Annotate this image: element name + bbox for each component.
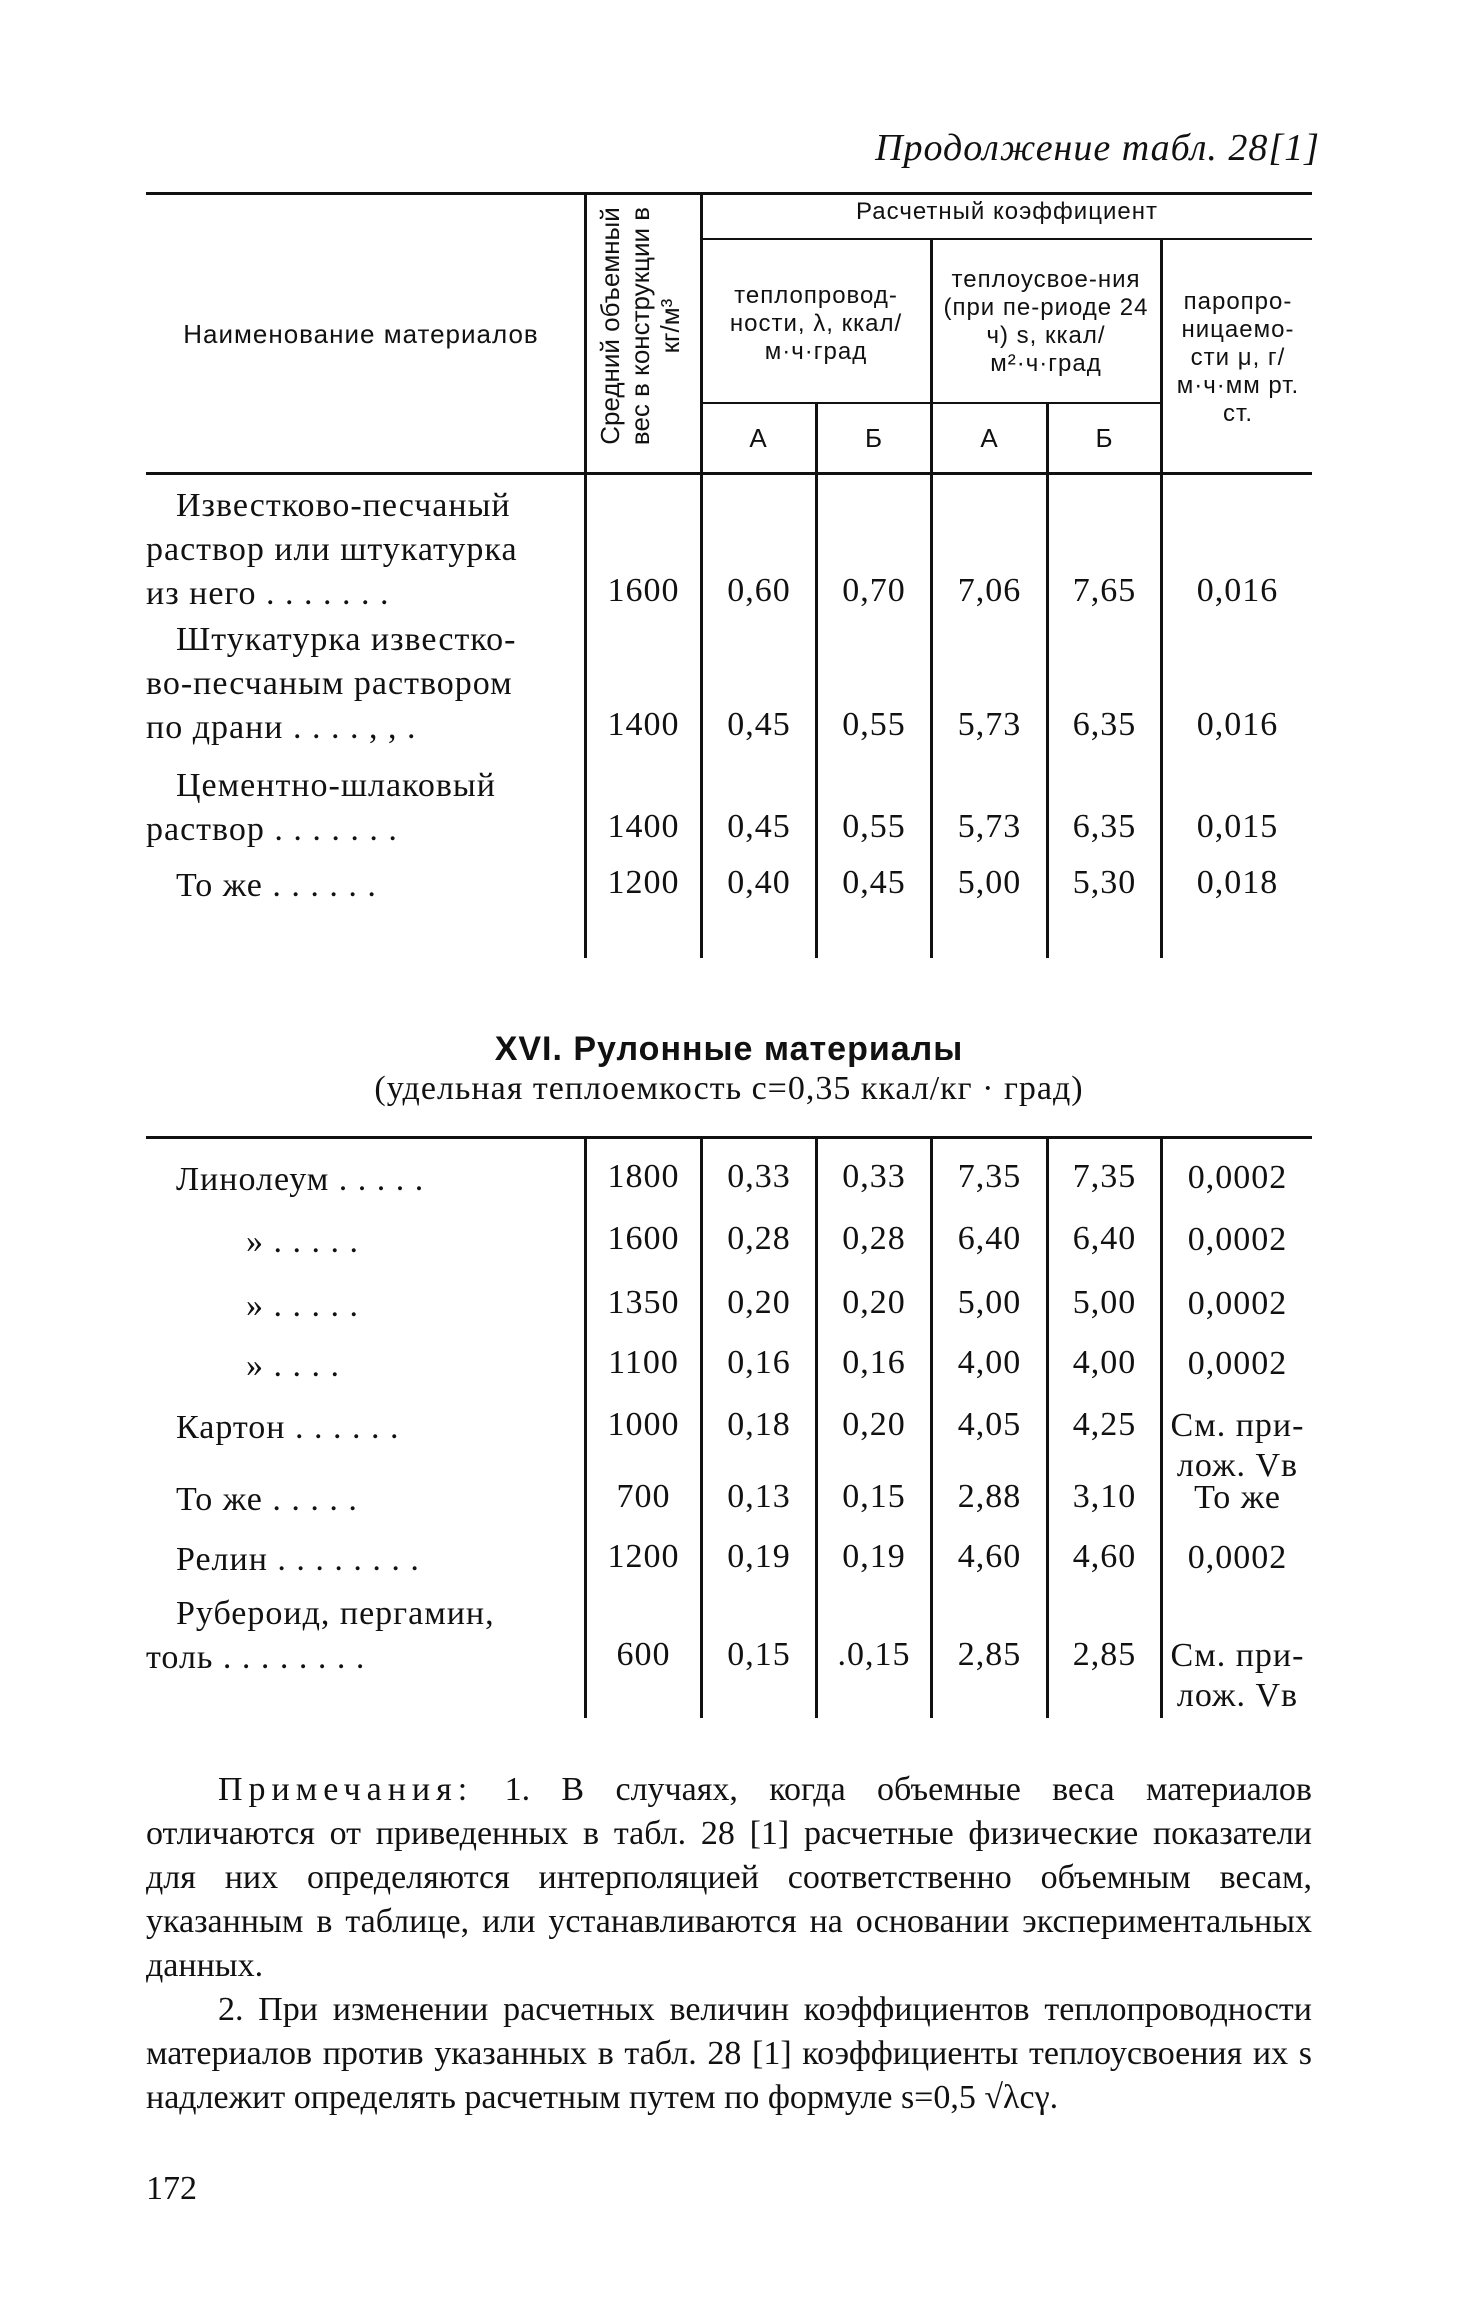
material-name-line: Известково-песчаный: [176, 487, 511, 524]
cell-density: 600: [616, 1636, 671, 1673]
header-density: Средний объемный вес в конструкции в кг/м³: [595, 206, 685, 446]
material-name-line: Цементно-шлаковый: [176, 767, 496, 804]
table-top-rule: [146, 192, 1312, 195]
cell-sa: 2,88: [957, 1478, 1022, 1515]
material-name-line: Рубероид, пергамин,: [176, 1595, 495, 1632]
material-name-line: Релин . . . . . . . .: [176, 1541, 420, 1578]
material-name: [146, 1538, 576, 1582]
material-name: [146, 1592, 576, 1680]
cell-mu: [1163, 1406, 1312, 1486]
material-name: [146, 1406, 576, 1450]
cell-sa: 7,06: [957, 572, 1022, 609]
cell-sa: 5,00: [957, 1284, 1022, 1321]
cell-sa: 7,35: [957, 1158, 1022, 1195]
cell-la: 0,19: [727, 1538, 791, 1575]
cell-sb: 6,40: [1072, 1220, 1137, 1257]
cell-density: 1350: [607, 1284, 680, 1321]
header-material-name: Наименование материалов: [183, 319, 539, 349]
cell-la: 0,15: [727, 1636, 791, 1673]
material-name: [146, 764, 576, 852]
cell-lb: 0,28: [842, 1220, 906, 1257]
cell-mu: 0,016: [1196, 706, 1279, 743]
page-number: 172: [146, 2170, 197, 2207]
material-name-line: То же . . . . . .: [176, 867, 377, 904]
cell-line: 0,0002: [1187, 1285, 1288, 1322]
cell-sa: 2,85: [957, 1636, 1022, 1673]
cell-lb: 0,20: [842, 1284, 906, 1321]
cell-mu: 0,018: [1196, 864, 1279, 901]
material-name: [146, 1478, 576, 1522]
cell-density: 1000: [607, 1406, 680, 1443]
cell-line: лож. Vв: [1176, 1677, 1299, 1714]
cell-sb: 2,85: [1072, 1636, 1137, 1673]
header-sub-b1: Б: [864, 423, 884, 453]
cell-line: лож. Vв: [1176, 1447, 1299, 1484]
coef-group-rule: [702, 238, 1312, 240]
cell-sb: 5,30: [1072, 864, 1137, 901]
cell-sa: 4,60: [957, 1538, 1022, 1575]
material-name-line: » . . . .: [246, 1347, 340, 1384]
cell-sb: 6,35: [1072, 808, 1137, 845]
cell-sb: 5,00: [1072, 1284, 1137, 1321]
material-name: [146, 1284, 576, 1328]
material-name-line: по драни . . . . , , .: [146, 709, 417, 746]
header-permeability: паропро-ницаемо-сти μ, г/м·ч·мм рт. ст.: [1176, 288, 1300, 427]
cell-lb: 0,45: [842, 864, 906, 901]
notes-label: Примечания:: [218, 1771, 474, 1808]
material-name-line: Линолеум . . . . .: [176, 1161, 425, 1198]
section-title: XVI. Рулонные материалы: [494, 1030, 964, 1068]
cell-la: 0,40: [727, 864, 791, 901]
cell-la: 0,33: [727, 1158, 791, 1195]
cell-sb: 4,25: [1072, 1406, 1137, 1443]
cell-mu: [1163, 1220, 1312, 1260]
material-name: [146, 864, 576, 908]
cell-sa: 5,00: [957, 864, 1022, 901]
header-absorption: теплоусвое-ния (при пе-риоде 24 ч) s, ккал/м²·ч·град: [943, 266, 1149, 377]
note-2: 2. При изменении расчетных величин коэффициентов теплопроводности материалов против указанных в табл. 28 [1] коэффициенты теплоусвоения их s надлежит определять расчетным путем по формуле s=0,5 √λcγ.: [146, 1991, 1312, 2116]
material-name-line: » . . . . .: [246, 1287, 359, 1324]
material-name-line: раствор или штукатурка: [146, 531, 518, 568]
cell-mu: [1163, 1538, 1312, 1578]
cell-sb: 6,35: [1072, 706, 1137, 743]
cell-la: 0,18: [727, 1406, 791, 1443]
cell-la: 0,16: [727, 1344, 791, 1381]
cell-lb: 0,20: [842, 1406, 906, 1443]
cell-mu: [1163, 1284, 1312, 1324]
cell-mu: 0,015: [1196, 808, 1279, 845]
notes-block: [146, 1768, 1312, 2120]
cell-lb: 0,19: [842, 1538, 906, 1575]
header-sub-a1: А: [749, 423, 768, 453]
cell-sa: 5,73: [957, 706, 1022, 743]
cell-sa: 4,00: [957, 1344, 1022, 1381]
cell-lb: 0,55: [842, 808, 906, 845]
material-name: [146, 618, 576, 750]
cell-sb: 4,60: [1072, 1538, 1137, 1575]
cell-sa: 6,40: [957, 1220, 1022, 1257]
cell-la: 0,28: [727, 1220, 791, 1257]
cell-lb: 0,16: [842, 1344, 906, 1381]
header-coef-group: Расчетный коэффициент: [856, 198, 1158, 225]
cell-line: 0,0002: [1187, 1539, 1288, 1576]
material-name-line: раствор . . . . . . .: [146, 811, 398, 848]
cell-lb: 0,33: [842, 1158, 906, 1195]
material-name: [146, 1344, 576, 1388]
cell-mu: [1163, 1636, 1312, 1716]
material-name-line: Картон . . . . . .: [176, 1409, 400, 1446]
section2-top-rule: [146, 1136, 1312, 1139]
cell-line: То же: [1194, 1479, 1281, 1516]
cell-sb: 3,10: [1072, 1478, 1137, 1515]
cell-line: 0,0002: [1187, 1345, 1288, 1382]
material-name-line: из него . . . . . . .: [146, 575, 390, 612]
material-name: [146, 484, 576, 616]
cell-mu: [1163, 1158, 1312, 1198]
cell-line: 0,0002: [1187, 1159, 1288, 1196]
cell-la: 0,13: [727, 1478, 791, 1515]
cell-density: 1200: [607, 1538, 680, 1575]
cell-density: 1800: [607, 1158, 680, 1195]
cell-mu: [1163, 1478, 1312, 1518]
header-conductivity: теплопровод-ности, λ, ккал/м·ч·град: [729, 282, 903, 365]
note-1-text: 1. В случаях, когда объемные веса материалов отличаются от приведенных в табл. 28 [1] расчетные физические показатели для них определяются интерполяцией соответственно объемным весам, указанным в таблице, или устанавливаются на основании экспериментальных данных.: [146, 1771, 1312, 1984]
table-caption: Продолжение табл. 28[1]: [875, 127, 1320, 169]
cell-sb: 7,65: [1072, 572, 1137, 609]
cell-line: См. при-: [1170, 1637, 1305, 1674]
cell-sa: 5,73: [957, 808, 1022, 845]
cell-density: 1100: [608, 1344, 679, 1381]
cell-lb: 0,15: [842, 1478, 906, 1515]
cell-line: См. при-: [1170, 1407, 1305, 1444]
cell-density: 700: [616, 1478, 671, 1515]
cell-density: 1600: [607, 572, 680, 609]
cell-sb: 4,00: [1072, 1344, 1137, 1381]
cell-line: 0,0002: [1187, 1221, 1288, 1258]
cell-density: 1400: [607, 808, 680, 845]
material-name-line: Штукатурка известко-: [176, 621, 517, 658]
note-1: [146, 1768, 1312, 1988]
header-bottom-rule: [146, 472, 1312, 475]
material-name-line: » . . . . .: [246, 1223, 359, 1260]
header-sub-b2: Б: [1095, 423, 1114, 453]
cell-mu: 0,016: [1196, 572, 1279, 609]
cell-lb: 0,55: [842, 706, 906, 743]
cell-density: 1200: [607, 864, 680, 901]
material-name-line: во-песчаным раствором: [146, 665, 513, 702]
cell-density: 1600: [607, 1220, 680, 1257]
cell-lb: .0,15: [837, 1636, 911, 1673]
cell-la: 0,45: [727, 808, 791, 845]
cell-lb: 0,70: [842, 572, 906, 609]
material-name-line: толь . . . . . . . .: [146, 1639, 366, 1676]
header-density-wrap: [590, 196, 690, 456]
section-subtitle: (удельная теплоемкость c=0,35 ккал/кг · град): [374, 1070, 1084, 1107]
cell-la: 0,60: [727, 572, 791, 609]
cell-density: 1400: [607, 706, 680, 743]
cell-la: 0,20: [727, 1284, 791, 1321]
cell-sb: 7,35: [1072, 1158, 1137, 1195]
material-name-line: То же . . . . .: [176, 1481, 358, 1518]
header-sub-a2: А: [980, 423, 999, 453]
cell-mu: [1163, 1344, 1312, 1384]
cell-la: 0,45: [727, 706, 791, 743]
material-name: [146, 1158, 576, 1202]
cell-sa: 4,05: [957, 1406, 1022, 1443]
material-name: [146, 1220, 576, 1264]
